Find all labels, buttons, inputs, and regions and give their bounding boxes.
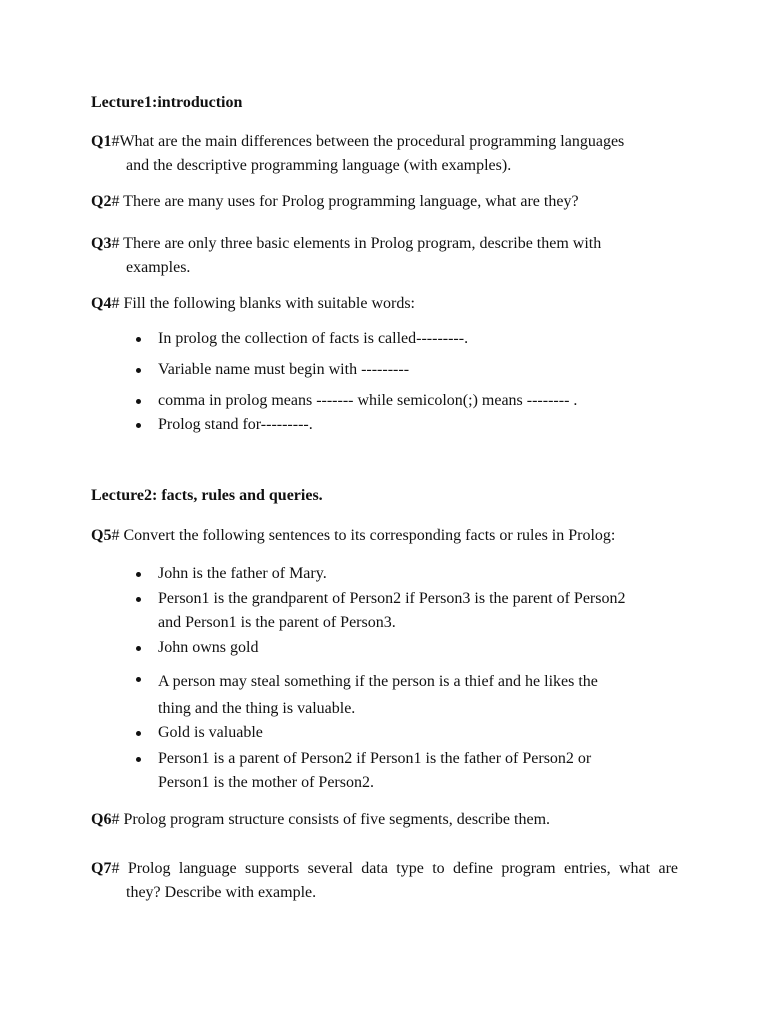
bullet-dot-icon [136, 399, 141, 404]
question-5-bullet-5 [132, 721, 263, 745]
bullet-dot-icon [136, 731, 141, 736]
bullet-dot-icon [136, 757, 141, 762]
question-7-text: # Prolog language supports several data type to define program entries, what are [111, 860, 678, 877]
question-5-bullet-3 [132, 636, 258, 660]
question-4-bullet-1 [132, 327, 468, 351]
question-5-bullet-6 [132, 747, 591, 795]
question-7-number: Q7 [91, 860, 112, 877]
question-5-bullet-4-line-2: thing and the thing is valuable. [158, 700, 356, 717]
bullet-dot-icon [136, 597, 141, 602]
question-6-line-1 [91, 808, 691, 832]
bullet-dot-icon [136, 646, 141, 651]
question-4-line-1 [91, 292, 691, 316]
question-4-bullet-1-text: In prolog the collection of facts is called---------. [158, 330, 469, 347]
question-4-bullet-3 [132, 389, 577, 413]
question-2-line-1 [91, 190, 691, 214]
question-5-number: Q5 [91, 527, 112, 544]
bullet-dot-icon [136, 423, 141, 428]
question-5 [91, 524, 691, 548]
question-6-number: Q6 [91, 811, 112, 828]
question-2 [91, 190, 691, 214]
lecture2-heading: Lecture2: facts, rules and queries. [91, 487, 323, 504]
question-1-text: #What are the main differences between the procedural programming languages [111, 133, 625, 150]
question-4-bullet-2-text: Variable name must begin with --------- [158, 361, 410, 378]
question-1-number: Q1 [91, 133, 112, 150]
question-4-bullet-3-text: comma in prolog means ------- while semicolon(;) means -------- . [158, 392, 578, 409]
question-3-line-1 [91, 232, 691, 256]
question-4-text: # Fill the following blanks with suitable words: [111, 295, 415, 312]
question-2-text: # There are many uses for Prolog programming language, what are they? [111, 193, 579, 210]
question-3 [91, 232, 691, 280]
question-1-line-1 [91, 130, 691, 154]
bullet-dot-icon [136, 368, 141, 373]
question-5-bullet-4-line-1: A person may steal something if the person is a thief and he likes the [158, 673, 598, 690]
question-6-text: # Prolog program structure consists of five segments, describe them. [111, 811, 551, 828]
question-4-bullet-4-text: Prolog stand for---------. [158, 416, 313, 433]
bullet-dot-icon [136, 337, 141, 342]
question-5-text: # Convert the following sentences to its corresponding facts or rules in Prolog: [111, 527, 616, 544]
question-5-bullet-6-line-1: Person1 is a parent of Person2 if Person1 is the father of Person2 or [158, 750, 592, 767]
question-5-bullet-5-text: Gold is valuable [158, 724, 263, 741]
question-1 [91, 130, 691, 178]
question-5-line-1 [91, 524, 691, 548]
question-4 [91, 292, 691, 316]
question-3-text: # There are only three basic elements in Prolog program, describe them with [111, 235, 602, 252]
question-2-number: Q2 [91, 193, 112, 210]
question-5-bullet-4 [132, 667, 598, 721]
question-3-number: Q3 [91, 235, 112, 252]
question-5-bullet-2 [132, 587, 625, 635]
question-5-bullet-1 [132, 562, 327, 586]
question-5-bullet-2-line-1: Person1 is the grandparent of Person2 if Person3 is the parent of Person2 [158, 590, 626, 607]
question-5-bullet-2-line-2: and Person1 is the parent of Person3. [158, 614, 396, 631]
question-5-bullet-3-text: John owns gold [158, 639, 259, 656]
question-7-line-1 [91, 857, 678, 881]
question-5-bullet-1-text: John is the father of Mary. [158, 565, 327, 582]
question-7 [91, 857, 678, 905]
question-6 [91, 808, 691, 832]
bullet-dot-icon [136, 572, 141, 577]
question-3-line-2: examples. [126, 259, 191, 276]
question-4-number: Q4 [91, 295, 112, 312]
question-5-bullet-6-line-2: Person1 is the mother of Person2. [158, 774, 374, 791]
question-1-line-2: and the descriptive programming language (with examples). [126, 157, 512, 174]
question-4-bullet-2 [132, 358, 409, 382]
question-4-bullet-4 [132, 413, 313, 437]
bullet-dot-icon [136, 677, 141, 682]
question-7-line-2: they? Describe with example. [126, 884, 317, 901]
lecture1-heading: Lecture1:introduction [91, 94, 243, 111]
